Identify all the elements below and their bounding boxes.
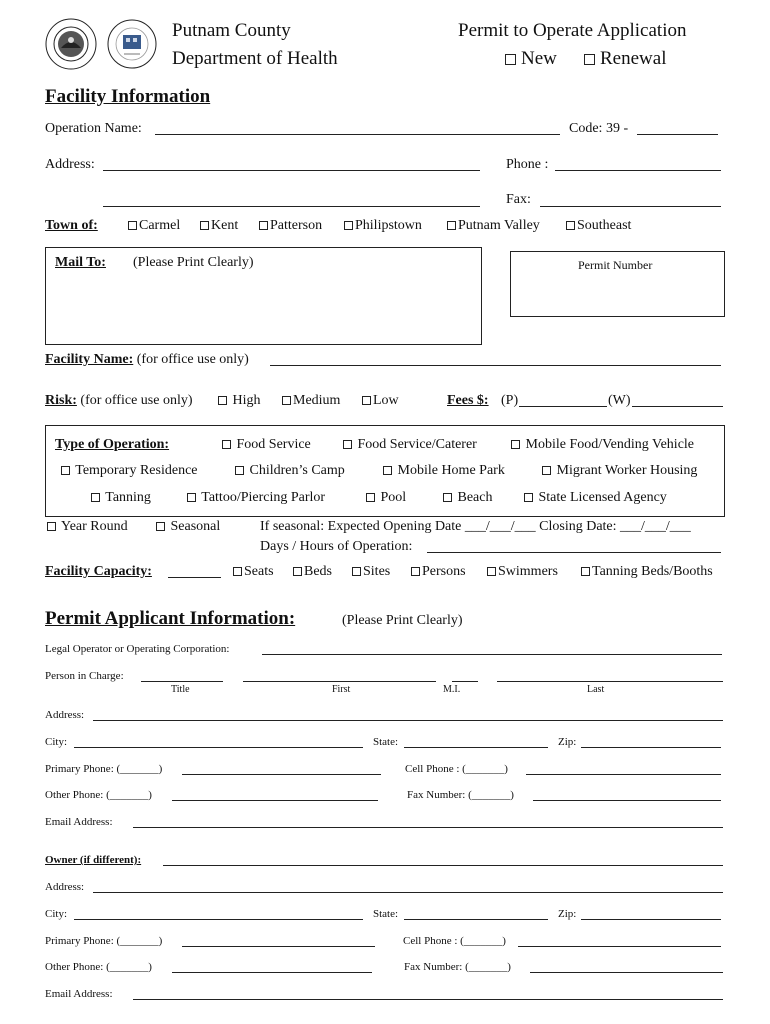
applicant-print-note: (Please Print Clearly) bbox=[342, 613, 463, 628]
applicant-zip-label: Zip: bbox=[558, 736, 577, 748]
fees-label: Fees $: bbox=[447, 393, 489, 408]
owner-state-label: State: bbox=[373, 908, 399, 920]
new-option[interactable]: New bbox=[505, 48, 557, 70]
seasonal-option[interactable]: Seasonal bbox=[156, 519, 220, 535]
applicant-heading: Permit Applicant Information: bbox=[45, 608, 296, 629]
owner-zip-field[interactable] bbox=[581, 919, 721, 920]
town-putnam-valley[interactable]: Putnam Valley bbox=[447, 218, 540, 234]
facility-heading: Facility Information bbox=[45, 86, 211, 107]
fax-field[interactable] bbox=[540, 206, 721, 207]
owner-city-field[interactable] bbox=[74, 919, 363, 920]
owner-label: Owner (if different): bbox=[45, 854, 142, 866]
applicant-address-label: Address: bbox=[45, 709, 85, 721]
pic-first-caption: First bbox=[332, 684, 351, 695]
capacity-beds[interactable]: Beds bbox=[293, 564, 332, 580]
fees-p-label: (P) bbox=[501, 393, 519, 408]
owner-fax-label: Fax Number: (_______) bbox=[404, 961, 511, 973]
county-seal bbox=[45, 18, 97, 70]
applicant-primary-phone-field[interactable] bbox=[182, 774, 381, 775]
town-label: Town of: bbox=[45, 218, 98, 233]
owner-address-label: Address: bbox=[45, 881, 85, 893]
facility-name-row bbox=[45, 352, 249, 368]
pic-last-caption: Last bbox=[587, 684, 605, 695]
mail-to-box[interactable] bbox=[45, 247, 482, 345]
risk-medium[interactable]: Medium bbox=[282, 393, 340, 409]
town-kent[interactable]: Kent bbox=[200, 218, 238, 234]
op-state-licensed-agency[interactable]: State Licensed Agency bbox=[524, 490, 667, 506]
code-label: Code: 39 - bbox=[569, 121, 629, 136]
pic-mi-caption: M.I. bbox=[443, 684, 461, 695]
capacity-tanning-beds[interactable]: Tanning Beds/Booths bbox=[581, 564, 713, 580]
pic-title-caption: Title bbox=[171, 684, 190, 695]
capacity-field[interactable] bbox=[168, 577, 221, 578]
pic-last-field[interactable] bbox=[497, 681, 723, 682]
pic-first-field[interactable] bbox=[243, 681, 436, 682]
op-mobile-home-park[interactable]: Mobile Home Park bbox=[383, 463, 505, 479]
capacity-sites[interactable]: Sites bbox=[352, 564, 390, 580]
mail-to-label: Mail To: bbox=[55, 255, 106, 270]
fax-label: Fax: bbox=[506, 192, 531, 207]
applicant-email-label: Email Address: bbox=[45, 816, 113, 828]
risk-office-use: (for office use only) bbox=[80, 393, 193, 408]
owner-zip-label: Zip: bbox=[558, 908, 577, 920]
applicant-address-field[interactable] bbox=[93, 720, 723, 721]
fees-w-label: (W) bbox=[608, 393, 631, 408]
code-field[interactable] bbox=[637, 134, 718, 135]
health-dept-seal bbox=[107, 18, 157, 70]
address-field[interactable] bbox=[103, 170, 480, 171]
risk-low[interactable]: Low bbox=[362, 393, 399, 409]
form-title: Permit to Operate Application bbox=[458, 20, 687, 41]
op-tanning[interactable]: Tanning bbox=[91, 490, 151, 506]
owner-cell-phone-label: Cell Phone : (_______) bbox=[403, 935, 506, 947]
owner-cell-phone-field[interactable] bbox=[518, 946, 721, 947]
applicant-state-field[interactable] bbox=[404, 747, 548, 748]
operation-type-label: Type of Operation: bbox=[55, 437, 170, 452]
owner-address-field[interactable] bbox=[93, 892, 723, 893]
days-hours-field[interactable] bbox=[427, 552, 721, 553]
capacity-persons[interactable]: Persons bbox=[411, 564, 466, 580]
applicant-state-label: State: bbox=[373, 736, 399, 748]
applicant-fax-label: Fax Number: (_______) bbox=[407, 789, 514, 801]
mail-to-print-note: (Please Print Clearly) bbox=[133, 255, 254, 270]
phone-field[interactable] bbox=[555, 170, 721, 171]
op-beach[interactable]: Beach bbox=[443, 490, 492, 506]
applicant-primary-phone-label: Primary Phone: (_______) bbox=[45, 763, 163, 775]
days-hours-label: Days / Hours of Operation: bbox=[260, 539, 413, 554]
town-carmel[interactable]: Carmel bbox=[128, 218, 180, 234]
op-migrant-worker-housing[interactable]: Migrant Worker Housing bbox=[542, 463, 697, 479]
legal-operator-field[interactable] bbox=[262, 654, 722, 655]
person-in-charge-label: Person in Charge: bbox=[45, 670, 124, 682]
facility-name-field[interactable] bbox=[270, 365, 721, 366]
pic-mi-field[interactable] bbox=[452, 681, 478, 682]
owner-field[interactable] bbox=[163, 865, 723, 866]
op-mobile-food[interactable]: Mobile Food/Vending Vehicle bbox=[511, 437, 694, 453]
town-philipstown[interactable]: Philipstown bbox=[344, 218, 422, 234]
fees-p-field[interactable] bbox=[519, 406, 607, 407]
pic-title-field[interactable] bbox=[141, 681, 223, 682]
owner-email-field[interactable] bbox=[133, 999, 723, 1000]
op-food-service-caterer[interactable]: Food Service/Caterer bbox=[343, 437, 477, 453]
applicant-cell-phone-label: Cell Phone : (_______) bbox=[405, 763, 508, 775]
applicant-city-label: City: bbox=[45, 736, 68, 748]
year-round-option[interactable]: Year Round bbox=[47, 519, 128, 535]
county-name: Putnam County bbox=[172, 20, 291, 41]
phone-label: Phone : bbox=[506, 157, 549, 172]
risk-label: Risk: bbox=[45, 393, 77, 408]
applicant-fax-field[interactable] bbox=[533, 800, 721, 801]
legal-operator-label: Legal Operator or Operating Corporation: bbox=[45, 643, 230, 655]
fees-w-field[interactable] bbox=[632, 406, 723, 407]
address-label: Address: bbox=[45, 157, 95, 172]
risk-high[interactable]: High bbox=[218, 393, 261, 409]
owner-email-label: Email Address: bbox=[45, 988, 113, 1000]
applicant-other-phone-label: Other Phone: (_______) bbox=[45, 789, 152, 801]
address-field-2[interactable] bbox=[103, 206, 480, 207]
owner-primary-phone-field[interactable] bbox=[182, 946, 375, 947]
owner-other-phone-field[interactable] bbox=[172, 972, 372, 973]
town-patterson[interactable]: Patterson bbox=[259, 218, 322, 234]
risk-row bbox=[45, 393, 193, 409]
op-pool[interactable]: Pool bbox=[366, 490, 406, 506]
operation-name-label: Operation Name: bbox=[45, 121, 142, 136]
applicant-zip-field[interactable] bbox=[581, 747, 721, 748]
applicant-other-phone-field[interactable] bbox=[172, 800, 378, 801]
applicant-email-field[interactable] bbox=[133, 827, 723, 828]
op-tattoo-piercing[interactable]: Tattoo/Piercing Parlor bbox=[187, 490, 325, 506]
applicant-cell-phone-field[interactable] bbox=[526, 774, 721, 775]
renewal-option[interactable]: Renewal bbox=[584, 48, 666, 70]
capacity-swimmers[interactable]: Swimmers bbox=[487, 564, 558, 580]
owner-fax-field[interactable] bbox=[530, 972, 723, 973]
permit-number-label: Permit Number bbox=[578, 258, 653, 272]
applicant-city-field[interactable] bbox=[74, 747, 363, 748]
facility-name-label: Facility Name: bbox=[45, 352, 134, 367]
operation-name-field[interactable] bbox=[155, 134, 560, 135]
capacity-seats[interactable]: Seats bbox=[233, 564, 274, 580]
op-childrens-camp[interactable]: Children’s Camp bbox=[235, 463, 345, 479]
op-food-service[interactable]: Food Service bbox=[222, 437, 311, 453]
op-temporary-residence[interactable]: Temporary Residence bbox=[61, 463, 198, 479]
owner-other-phone-label: Other Phone: (_______) bbox=[45, 961, 152, 973]
facility-name-office-use: (for office use only) bbox=[136, 352, 249, 367]
owner-state-field[interactable] bbox=[404, 919, 548, 920]
department-name: Department of Health bbox=[172, 48, 338, 69]
capacity-label: Facility Capacity: bbox=[45, 564, 152, 579]
seasonal-dates[interactable]: If seasonal: Expected Opening Date ___/___/___ Closing Date: ___/___/___ bbox=[260, 519, 691, 534]
owner-primary-phone-label: Primary Phone: (_______) bbox=[45, 935, 163, 947]
owner-city-label: City: bbox=[45, 908, 68, 920]
town-southeast[interactable]: Southeast bbox=[566, 218, 631, 234]
